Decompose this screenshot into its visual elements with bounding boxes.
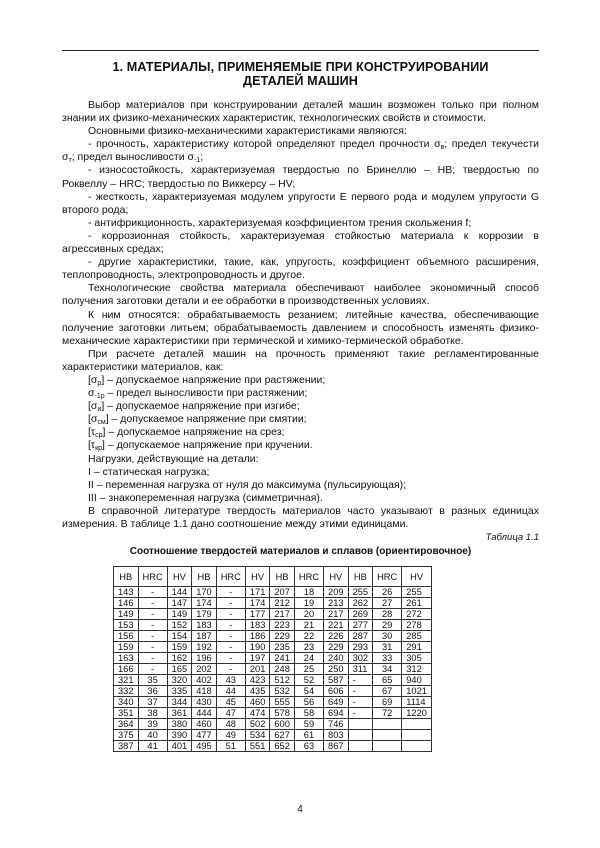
table-row (114, 719, 432, 730)
table-row (114, 741, 432, 752)
table-cell: 154 (167, 631, 192, 642)
table-cell: 143 (114, 587, 139, 598)
table-cell: 940 (402, 675, 432, 686)
table-cell: 61 (294, 730, 323, 741)
table-cell: 320 (167, 675, 192, 686)
table-cell: 149 (167, 609, 192, 620)
table-cell: 149 (114, 609, 139, 620)
table-cell: - (216, 642, 245, 653)
table-cell: 174 (245, 598, 270, 609)
table-cell: 212 (270, 598, 295, 609)
table-row (114, 642, 432, 653)
table-cell: 177 (245, 609, 270, 620)
stress-item: $[\tau_{кр}]$ – допускаемое напряжение при кручении. (88, 439, 313, 453)
table-cell (348, 719, 373, 730)
table-cell: 335 (167, 686, 192, 697)
table-cell: 192 (192, 642, 217, 653)
table-cell: 600 (270, 719, 295, 730)
table-cell: - (216, 609, 245, 620)
table-row (114, 598, 432, 609)
table-cell: 418 (192, 686, 217, 697)
table-cell: 67 (373, 686, 402, 697)
table-cell: 49 (216, 730, 245, 741)
table-cell: 746 (324, 719, 349, 730)
table-row (114, 653, 432, 664)
table-cell: - (138, 598, 167, 609)
table-cell: 401 (167, 741, 192, 752)
table-cell: 652 (270, 741, 295, 752)
paragraph-calculation: При расчете деталей машин на прочность применяют такие регламентированные характеристики материалов, как: (62, 347, 539, 373)
table-cell: 261 (402, 598, 432, 609)
table-cell: 229 (270, 631, 295, 642)
table-cell: 59 (294, 719, 323, 730)
table-cell: 52 (294, 675, 323, 686)
table-cell: 209 (324, 587, 349, 598)
table-cell: - (216, 620, 245, 631)
table-cell: 34 (373, 664, 402, 675)
table-cell: 311 (348, 664, 373, 675)
table-header-cell: HRC (138, 567, 167, 587)
table-cell: 460 (192, 719, 217, 730)
table-cell: 51 (216, 741, 245, 752)
table-cell: 144 (167, 587, 192, 598)
table-cell: 147 (167, 598, 192, 609)
table-cell: 235 (270, 642, 295, 653)
table-cell: 361 (167, 708, 192, 719)
table-cell: 21 (294, 620, 323, 631)
table-cell (402, 730, 432, 741)
table-cell: 65 (373, 675, 402, 686)
bullet-corrosion: - коррозионная стойкость, характеризуемая стойкостью материала к коррозии в агрессивных средах; (62, 229, 539, 256)
table-cell: 287 (348, 631, 373, 642)
table-cell: - (216, 587, 245, 598)
table-cell: - (138, 642, 167, 653)
table-cell: 183 (192, 620, 217, 631)
table-cell: 196 (192, 653, 217, 664)
table-cell: 477 (192, 730, 217, 741)
stress-item: $[\sigma_р]$ – допускаемое напряжение при растяжении; (88, 373, 326, 387)
table-cell: 58 (294, 708, 323, 719)
table-cell: 179 (192, 609, 217, 620)
table-cell: 502 (245, 719, 270, 730)
table-cell: 340 (114, 697, 139, 708)
bullet-stiffness: - жесткость, характеризуемая модулем упругости E первого рода и модулем упругости G второго рода; (62, 190, 539, 216)
table-cell: - (138, 653, 167, 664)
table-cell: 186 (245, 631, 270, 642)
table-cell: 1114 (402, 697, 432, 708)
table-cell: - (138, 620, 167, 631)
table-cell: 277 (348, 620, 373, 631)
paragraph-intro: Выбор материалов при конструировании деталей машин возможен только при полном знании их физико-механических характеристик, технологических свойств и стоимости. (62, 99, 539, 125)
table-cell: 229 (324, 642, 349, 653)
table-cell: 495 (192, 741, 217, 752)
paragraph-processing: К ним относятся: обрабатываемость резанием; литейные качества, обеспечивающие получение заготовки литьем; обрабатываемость давлением и способность изменять физико-механические характеристики при термической и химико-термической обработке. (62, 308, 539, 347)
table-cell: 250 (324, 664, 349, 675)
table-cell: - (216, 631, 245, 642)
table-cell: 627 (270, 730, 295, 741)
bullet-friction: - антифрикционность, характеризуемая коэффициентом трения скольжения f; (88, 216, 472, 229)
table-cell: - (348, 697, 373, 708)
table-cell: 302 (348, 653, 373, 664)
header-rule (62, 50, 539, 51)
table-cell: 221 (324, 620, 349, 631)
table-cell: 24 (294, 653, 323, 664)
table-cell: 435 (245, 686, 270, 697)
table-cell: 255 (348, 587, 373, 598)
table-cell: 344 (167, 697, 192, 708)
table-cell: - (138, 664, 167, 675)
table-cell: 43 (216, 675, 245, 686)
table-cell: - (348, 686, 373, 697)
stress-item: $[\sigma_и]$ – допускаемое напряжение при изгибе; (88, 400, 300, 414)
table-cell (348, 741, 373, 752)
table-cell: 29 (373, 620, 402, 631)
table-cell: 375 (114, 730, 139, 741)
table-cell (373, 719, 402, 730)
stress-item: $\sigma_{-1р}$ – предел выносливости при растяжении; (88, 387, 308, 401)
table-cell: 867 (324, 741, 349, 752)
table-header-cell: HRC (373, 567, 402, 587)
table-cell: 332 (114, 686, 139, 697)
table-header-cell: HRC (294, 567, 323, 587)
table-row (114, 664, 432, 675)
table-cell: 183 (245, 620, 270, 631)
table-row (114, 620, 432, 631)
table-cell: 170 (192, 587, 217, 598)
table-cell: 694 (324, 708, 349, 719)
table-cell: 312 (402, 664, 432, 675)
table-cell: 649 (324, 697, 349, 708)
table-cell: 272 (402, 609, 432, 620)
table-cell: 146 (114, 598, 139, 609)
table-cell: - (348, 675, 373, 686)
table-cell: 19 (294, 598, 323, 609)
table-cell: 351 (114, 708, 139, 719)
table-cell: 803 (324, 730, 349, 741)
table-header-cell: HB (348, 567, 373, 587)
table-cell: 285 (402, 631, 432, 642)
table-cell: 22 (294, 631, 323, 642)
table-cell: 380 (167, 719, 192, 730)
table-cell: - (216, 598, 245, 609)
table-cell: 269 (348, 609, 373, 620)
table-cell: 163 (114, 653, 139, 664)
table-cell: 213 (324, 598, 349, 609)
table-row (114, 686, 432, 697)
table-cell: 248 (270, 664, 295, 675)
table-cell: - (138, 609, 167, 620)
bullet-wear: - износостойкость, характеризуемая твердостью по Бринеллю – HB; твердостью по Роквеллу – HRC; твердостью по Виккерсу – HV; (62, 164, 539, 190)
table-cell: 33 (373, 653, 402, 664)
table-cell: 72 (373, 708, 402, 719)
table-cell: 190 (245, 642, 270, 653)
table-cell: 23 (294, 642, 323, 653)
table-cell: 165 (167, 664, 192, 675)
table-header-cell: HV (167, 567, 192, 587)
hardness-table (113, 566, 432, 752)
table-cell: 534 (245, 730, 270, 741)
table-cell: 512 (270, 675, 295, 686)
table-cell: 430 (192, 697, 217, 708)
table-cell: 197 (245, 653, 270, 664)
page-number: 4 (297, 804, 303, 815)
table-cell: 36 (138, 686, 167, 697)
table-cell: 162 (167, 653, 192, 664)
table-cell: 217 (270, 609, 295, 620)
table-cell: - (138, 587, 167, 598)
table-cell (402, 719, 432, 730)
table-header-cell: HV (245, 567, 270, 587)
table-cell: 159 (167, 642, 192, 653)
table-cell: 293 (348, 642, 373, 653)
table-cell: 31 (373, 642, 402, 653)
paragraph-characteristics: Основными физико-механическими характеристиками являются: (88, 125, 407, 138)
bullet-other: - другие характеристики, такие, как, упругость, коэффициент объемного расширения, теплопроводность, электропроводность и другое. (62, 256, 539, 282)
load-item: III – знакопеременная нагрузка (симметричная). (88, 491, 323, 504)
table-cell: 1021 (402, 686, 432, 697)
body-text (62, 99, 539, 531)
table-cell: 423 (245, 675, 270, 686)
table-cell: 25 (294, 664, 323, 675)
table-cell: 28 (373, 609, 402, 620)
table-cell: 152 (167, 620, 192, 631)
table-cell: 56 (294, 697, 323, 708)
table-cell: 201 (245, 664, 270, 675)
table-cell (373, 741, 402, 752)
title-line-1: 1. МАТЕРИАЛЫ, ПРИМЕНЯЕМЫЕ ПРИ КОНСТРУИРОВАНИИ (112, 60, 489, 74)
table-cell: 45 (216, 697, 245, 708)
table-cell: 30 (373, 631, 402, 642)
table-cell: 532 (270, 686, 295, 697)
table-row (114, 697, 432, 708)
table-cell: 69 (373, 697, 402, 708)
table-header-cell: HV (402, 567, 432, 587)
table-cell (373, 730, 402, 741)
table-cell: 278 (402, 620, 432, 631)
table-cell: 40 (138, 730, 167, 741)
table-cell: - (138, 631, 167, 642)
table-cell: 166 (114, 664, 139, 675)
table-header-cell: HB (114, 567, 139, 587)
table-cell: 44 (216, 686, 245, 697)
table-cell: 171 (245, 587, 270, 598)
table-cell: - (216, 653, 245, 664)
table-cell: 159 (114, 642, 139, 653)
load-item: II – переменная нагрузка от нуля до максимума (пульсирующая); (88, 478, 407, 491)
table-cell: 241 (270, 653, 295, 664)
table-cell: 20 (294, 609, 323, 620)
title-line-2: ДЕТАЛЕЙ МАШИН (243, 74, 358, 88)
table-cell: 474 (245, 708, 270, 719)
paragraph-technology: Технологические свойства материала обеспечивают наиболее экономичный способ получения заготовки детали и ее обработки в производственных условиях. (62, 282, 539, 308)
table-cell: 187 (192, 631, 217, 642)
table-row (114, 675, 432, 686)
table-cell: 38 (138, 708, 167, 719)
table-cell: 63 (294, 741, 323, 752)
stress-item: $[\sigma_{см}]$ – допускаемое напряжение при смятии; (88, 413, 307, 427)
table-cell (348, 730, 373, 741)
table-cell: 606 (324, 686, 349, 697)
table-cell: 402 (192, 675, 217, 686)
table-cell: 321 (114, 675, 139, 686)
table-cell: 207 (270, 587, 295, 598)
table-cell: 551 (245, 741, 270, 752)
table-row (114, 631, 432, 642)
table-cell: 48 (216, 719, 245, 730)
table-cell (402, 741, 432, 752)
table-header-cell: HB (270, 567, 295, 587)
table-cell: 54 (294, 686, 323, 697)
table-cell: 39 (138, 719, 167, 730)
table-title: Соотношение твердостей материалов и сплавов (ориентировочное) (129, 546, 472, 557)
table-cell: 41 (138, 741, 167, 752)
bullet-strength: - прочность, характеристику которой определяют предел прочности $\sigma_в$; предел текучести $\sigma_т$; предел выносливости $\sigma_{-1}$; (62, 138, 539, 165)
table-cell: 364 (114, 719, 139, 730)
paragraph-reference: В справочной литературе твердость материалов часто указывают в разных единицах измерения. В таблице 1.1 дано соотношение между этими единицами. (62, 504, 539, 530)
table-cell: 255 (402, 587, 432, 598)
table-cell: 387 (114, 741, 139, 752)
table-cell: 35 (138, 675, 167, 686)
table-cell: 444 (192, 708, 217, 719)
table-cell: 37 (138, 697, 167, 708)
table-cell: 156 (114, 631, 139, 642)
table-cell: 240 (324, 653, 349, 664)
stress-item: $[\tau_{ср}]$ – допускаемое напряжение на срез; (88, 426, 285, 440)
table-cell: 174 (192, 598, 217, 609)
table-cell: 262 (348, 598, 373, 609)
table-cell: 460 (245, 697, 270, 708)
table-row (114, 730, 432, 741)
table-cell: 291 (402, 642, 432, 653)
table-cell: 217 (324, 609, 349, 620)
table-row (114, 587, 432, 598)
table-cell: - (216, 664, 245, 675)
table-cell: 202 (192, 664, 217, 675)
table-header-cell: HB (192, 567, 217, 587)
table-header-row (114, 567, 432, 587)
table-cell: 390 (167, 730, 192, 741)
table-cell: 578 (270, 708, 295, 719)
table-row (114, 708, 432, 719)
load-item: I – статическая нагрузка; (88, 465, 210, 478)
table-cell: 223 (270, 620, 295, 631)
page-title (62, 60, 539, 88)
table-cell: 587 (324, 675, 349, 686)
table-cell: 27 (373, 598, 402, 609)
table-row (114, 609, 432, 620)
table-cell: 226 (324, 631, 349, 642)
paragraph-loads: Нагрузки, действующие на детали: (88, 452, 259, 465)
table-cell: 555 (270, 697, 295, 708)
table-cell: - (348, 708, 373, 719)
table-cell: 1220 (402, 708, 432, 719)
table-caption: Таблица 1.1 (485, 532, 539, 543)
table-header-cell: HV (324, 567, 349, 587)
table-cell: 18 (294, 587, 323, 598)
table-cell: 305 (402, 653, 432, 664)
table-cell: 26 (373, 587, 402, 598)
table-cell: 47 (216, 708, 245, 719)
table-header-cell: HRC (216, 567, 245, 587)
table-cell: 153 (114, 620, 139, 631)
